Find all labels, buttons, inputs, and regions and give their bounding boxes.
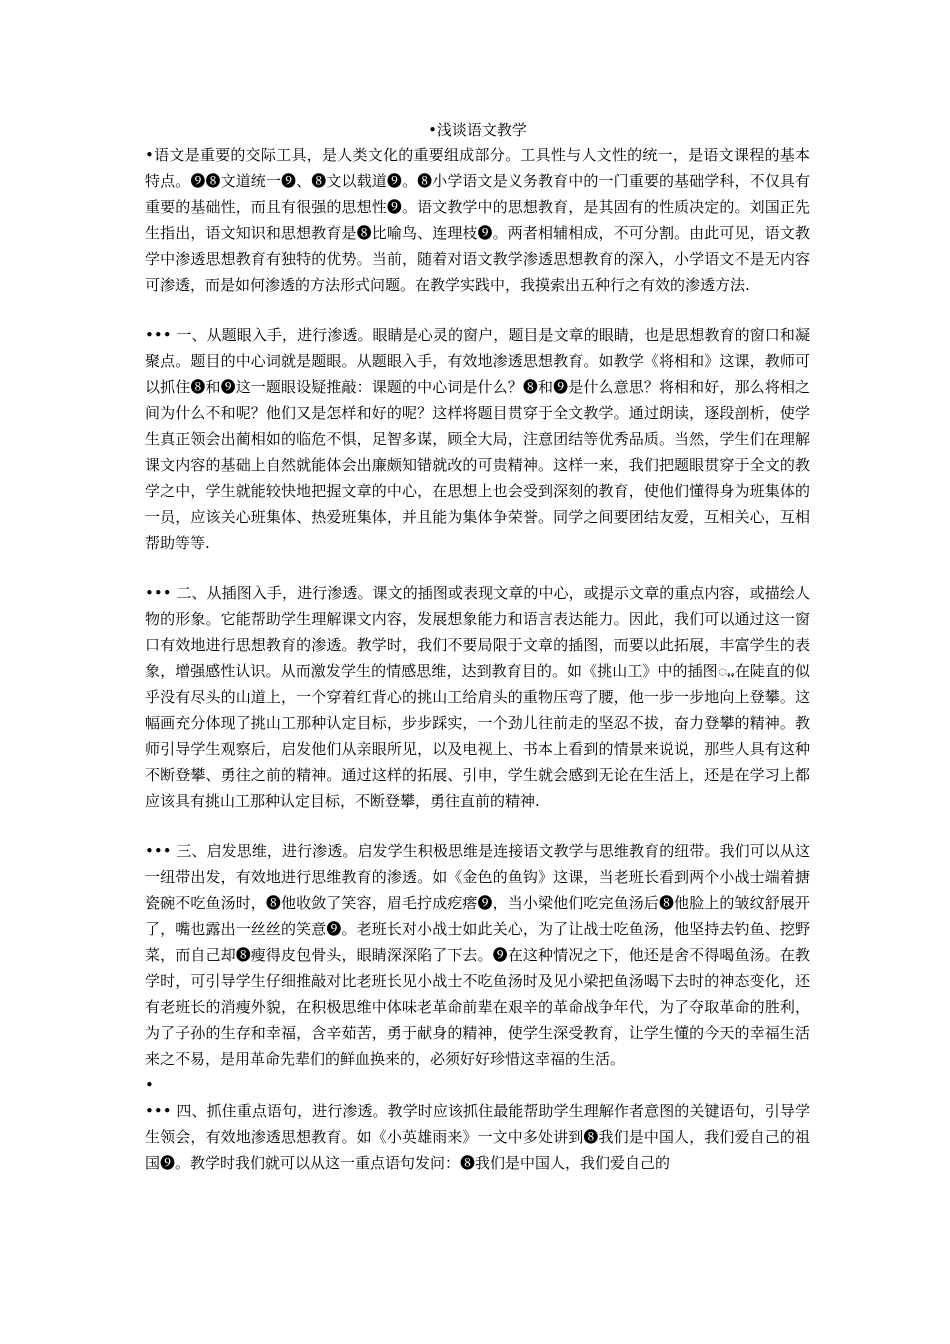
document-page <box>145 118 810 1176</box>
paragraph-gap <box>145 556 810 580</box>
paragraph-gap <box>145 814 810 838</box>
section-three-paragraph: ••• 三、启发思维，进行渗透。启发学生积极思维是连接语文教学与思维教育的纽带。我们可以从这一纽带出发，有效地进行思维教育的渗透。如《金色的鱼钩》这课，当老班长看到两个小战士端着搪瓷碗不吃鱼汤时，❽他收敛了笑容，眉毛拧成疙瘩❾，当小梁他们吃完鱼汤后❽他脸上的皱纹舒展开了，嘴也露出一丝丝的笑意❾。老班长对小战士如此关心，为了让战士吃鱼汤，他坚持去钓鱼、挖野菜，而自己却❽瘦得皮包骨头，眼睛深深陷了下去。❾在这种情况之下，他还是舍不得喝鱼汤。在教学时，可引导学生仔细推敲对比老班长见小战士不吃鱼汤时及见小梁把鱼汤喝下去时的神态变化，还有老班长的消瘦外貌，在积极思维中体味老革命前辈在艰辛的革命战争年代，为了夺取革命的胜利，为了子孙的生存和幸福，含辛茹苦，勇于献身的精神，使学生深受教育，让学生懂的今天的幸福生活来之不易，是用革命先辈们的鲜血换来的，必须好好珍惜这幸福的生活。 <box>145 842 810 1068</box>
empty-bullet-line: • <box>145 1076 154 1094</box>
intro-paragraph: •语文是重要的交际工具，是人类文化的重要组成部分。工具性与人文性的统一，是语文课程的基本特点。❾❽文道统一❾、❽文以载道❾。❽小学语文是义务教育中的一门重要的基础学科，不仅具有重要的基础性，而且有很强的思想性❾。语文教学中的思想教育，是其固有的性质决定的。刘国正先生指出，语文知识和思想教育是❽比喻鸟、连理枝❾。两者相辅相成，不可分割。由此可见，语文教学中渗透思想教育有独特的优势。当前，随着对语文教学渗透思想教育的深入，小学语文不是无内容可渗透，而是如何渗透的方法形式问题。在教学实践中，我摸索出五种行之有效的渗透方法. <box>145 146 810 294</box>
section-two-paragraph: ••• 二、从插图入手，进行渗透。课文的插图或表现文章的中心，或提示文章的重点内容，或描绘人物的形象。它能帮助学生理解课文内容，发展想象能力和语言表达能力。因此，我们可以通过这一窗口有效地进行思想教育的渗透。教学时，我们不要局限于文章的插图，而要以此拓展，丰富学生的表象，增强感性认识。从而激发学生的情感思维，达到教育目的。如《挑山工》中的插图ꩻꩻ在陡直的似乎没有尽头的山道上，一个穿着红背心的挑山工给肩头的重物压弯了腰，他一步一步地向上登攀。这幅画充分体现了挑山工那种认定目标，步步踩实，一个劲儿往前走的坚忍不拔，奋力登攀的精神。教师引导学生观察后，启发他们从亲眼所见，以及电视上、书本上看到的情景来说说，那些人具有这种不断登攀、勇往之前的精神。通过这样的拓展、引申，学生就会感到无论在生活上，还是在学习上都应该具有挑山工那种认定目标，不断登攀，勇往直前的精神. <box>145 584 810 810</box>
paragraph-gap <box>145 298 810 322</box>
section-four-paragraph: ••• 四、抓住重点语句，进行渗透。教学时应该抓住最能帮助学生理解作者意图的关键语句，引导学生领会，有效地渗透思想教育。如《小英雄雨来》一文中多处讲到❽我们是中国人，我们爱自己的祖国❾。教学时我们就可以从这一重点语句发问：❽我们是中国人，我们爱自己的 <box>145 1102 810 1172</box>
section-one-paragraph: ••• 一、从题眼入手，进行渗透。眼睛是心灵的窗户，题目是文章的眼睛，也是思想教育的窗口和凝聚点。题目的中心词就是题眼。从题眼入手，有效地渗透思想教育。如教学《将相和》这课，教师可以抓住❽和❾这一题眼设疑推敲：课题的中心词是什么？❽和❾是什么意思？将相和好，那么将相之间为什么不和呢？他们又是怎样和好的呢？这样将题目贯穿于全文教学。通过朗读，逐段剖析，使学生真正领会出蔺相如的临危不惧，足智多谋，顾全大局，注意团结等优秀品质。当然，学生们在理解课文内容的基础上自然就能体会出廉颇知错就改的可贵精神。这样一来，我们把题眼贯穿于全文的教学之中，学生就能较快地把握文章的中心，在思想上也会受到深刻的教育，使他们懂得身为班集体的一员，应该关心班集体、热爱班集体，并且能为集体争荣誉。同学之间要团结友爱，互相关心，互相帮助等等. <box>145 326 810 552</box>
document-title: •浅谈语文教学 <box>428 121 527 139</box>
